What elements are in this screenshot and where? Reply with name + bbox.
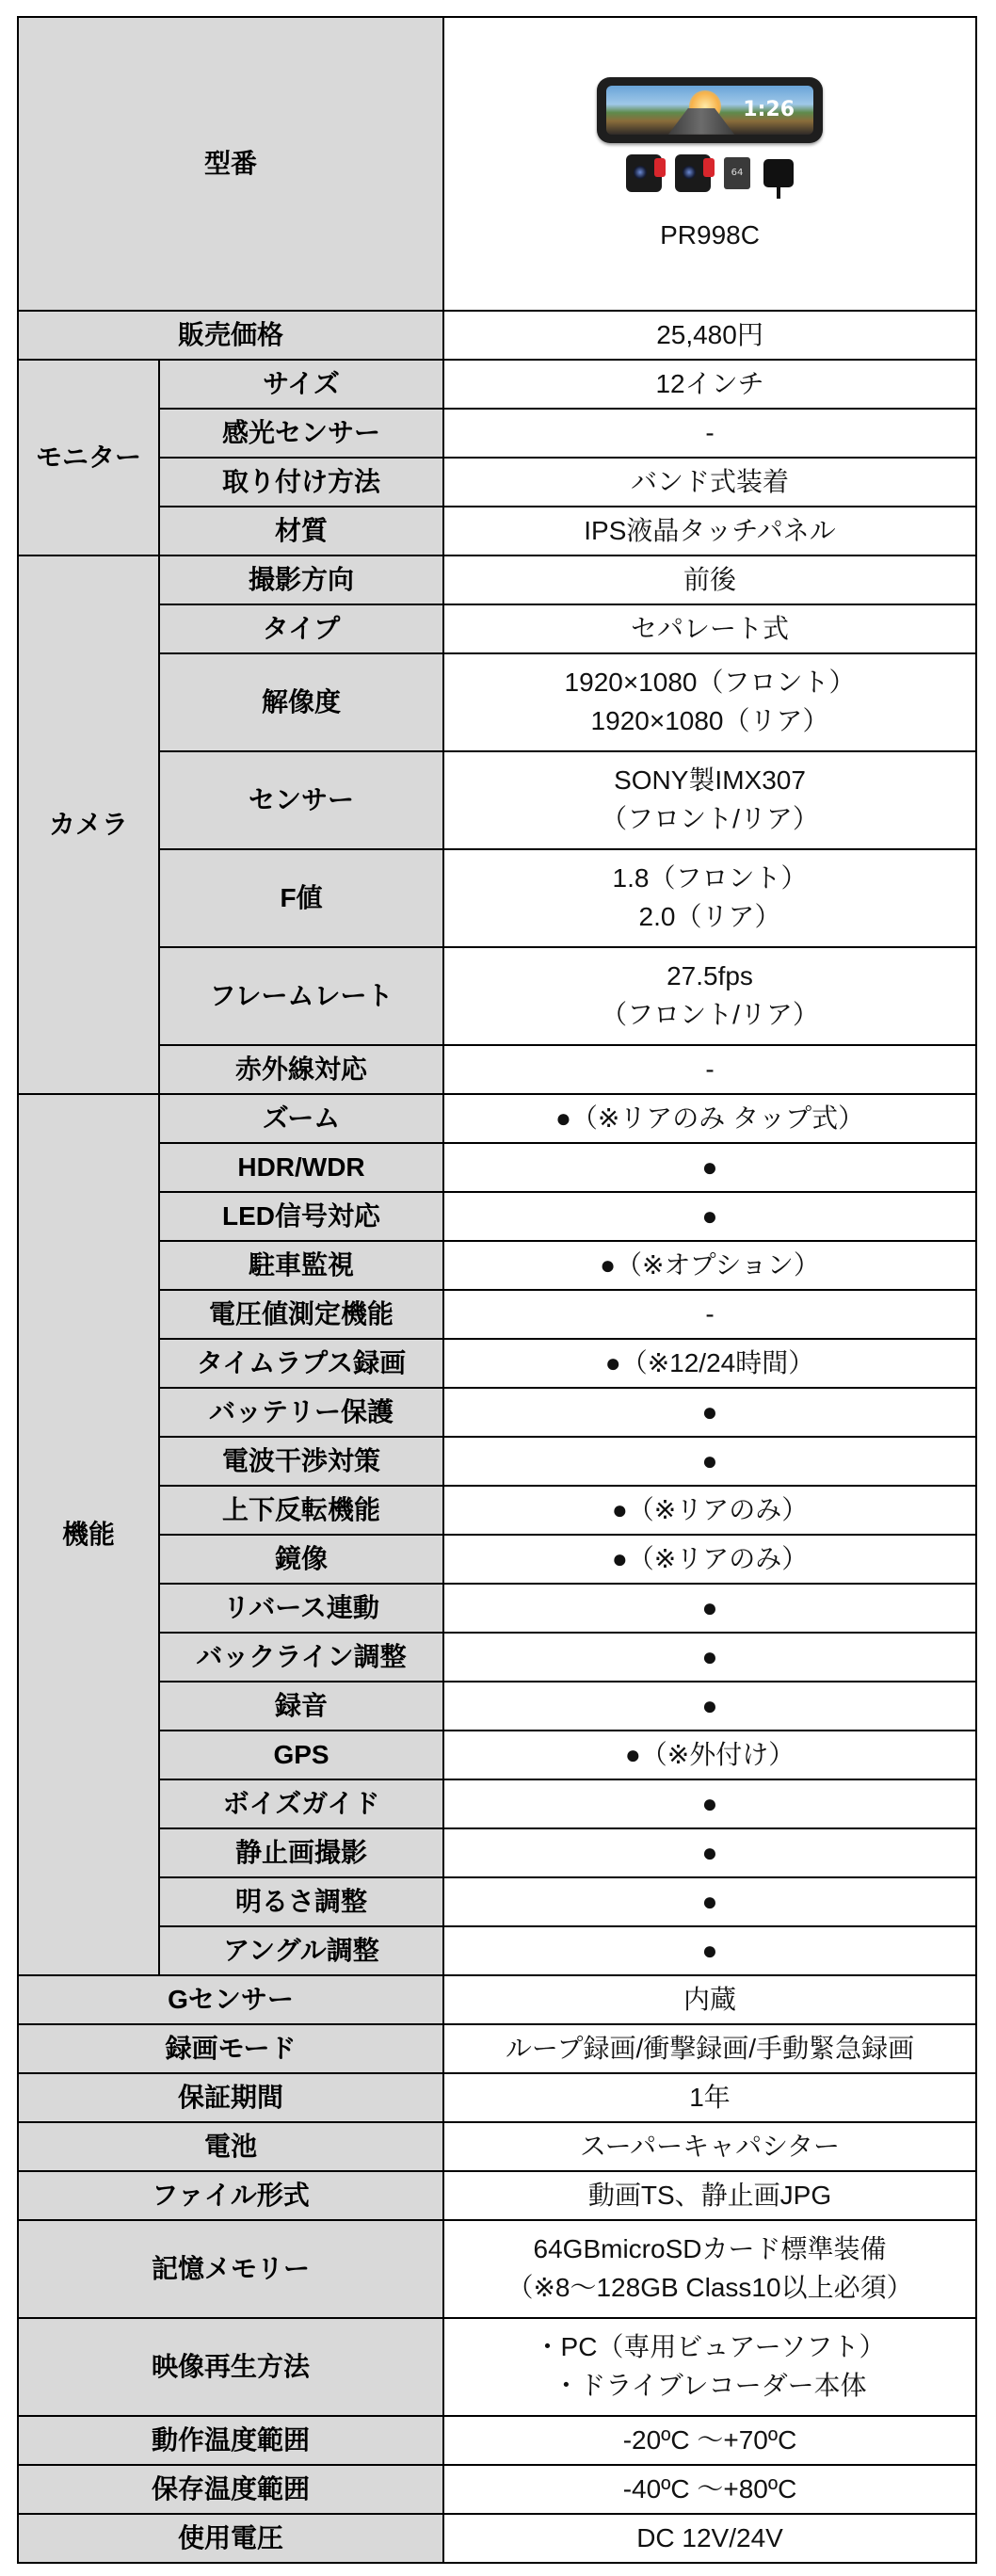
mirror-screen (606, 86, 813, 135)
label-cell: 動作温度範囲 (18, 2416, 443, 2465)
value-cell: ● (443, 1633, 976, 1682)
features-row (18, 1779, 976, 1828)
label-cell: 撮影方向 (159, 555, 443, 604)
value-cell: ● (443, 1779, 976, 1828)
gps-antenna-icon (763, 159, 794, 187)
features-row (18, 1437, 976, 1486)
value-cell (443, 849, 976, 947)
value-cell: ループ録画/衝撃録画/手動緊急録画 (443, 2024, 976, 2073)
features-row (18, 1633, 976, 1682)
label-cell: 電圧値測定機能 (159, 1290, 443, 1339)
label-cell: 使用電圧 (18, 2514, 443, 2563)
value-cell: ●（※オプション） (443, 1241, 976, 1290)
label-cell: フレームレート (159, 947, 443, 1045)
value-line: ・PC（専用ビュアーソフト） (534, 2332, 886, 2362)
model-number: PR998C (660, 219, 760, 250)
value-line: （※8～128GB Class10以上必須） (506, 2273, 913, 2302)
value-cell: ●（※リアのみ タップ式） (443, 1094, 976, 1143)
general-row (18, 2171, 976, 2220)
sd-card-icon: 64 (724, 157, 750, 189)
label-cell: サイズ (159, 360, 443, 409)
value-cell: ●（※リアのみ） (443, 1486, 976, 1535)
value-cell: ●（※12/24時間） (443, 1339, 976, 1388)
value-line: 1920×1080（フロント） (564, 668, 856, 698)
value-cell: ● (443, 1828, 976, 1877)
label-cell: 取り付け方法 (159, 458, 443, 507)
model-label: 型番 (18, 17, 443, 311)
value-line: 1920×1080（リア） (590, 706, 829, 735)
label-cell: 鏡像 (159, 1535, 443, 1584)
label-cell: 静止画撮影 (159, 1828, 443, 1877)
label-cell: LED信号対応 (159, 1192, 443, 1241)
general-row (18, 2073, 976, 2122)
label-cell: 電波干渉対策 (159, 1437, 443, 1486)
value-cell: 内蔵 (443, 1975, 976, 2024)
features-row (18, 1241, 976, 1290)
label-cell: バッテリー保護 (159, 1388, 443, 1437)
features-row (18, 1094, 976, 1143)
features-row (18, 1926, 976, 1975)
label-cell: リバース連動 (159, 1584, 443, 1633)
monitor-group-label: モニター (18, 360, 159, 555)
general-row (18, 2416, 976, 2465)
camera-row (18, 555, 976, 604)
label-cell: ズーム (159, 1094, 443, 1143)
label-cell: F値 (159, 849, 443, 947)
label-cell: GPS (159, 1731, 443, 1779)
value-cell: 前後 (443, 555, 976, 604)
camera-row (18, 1045, 976, 1094)
label-cell: 販売価格 (18, 311, 443, 360)
value-line: 64GBmicroSDカード標準装備 (533, 2234, 887, 2264)
accessories-image (626, 154, 794, 192)
features-row (18, 1143, 976, 1192)
value-cell: ●（※リアのみ） (443, 1535, 976, 1584)
value-cell: 12インチ (443, 360, 976, 409)
label-cell: 電池 (18, 2122, 443, 2171)
monitor-row (18, 360, 976, 409)
label-cell: 保証期間 (18, 2073, 443, 2122)
features-row (18, 1682, 976, 1731)
value-cell: ● (443, 1437, 976, 1486)
rear-camera-icon (675, 154, 711, 192)
value-cell: 25,480円 (443, 311, 976, 360)
value-cell (443, 2318, 976, 2416)
value-cell: ●（※外付け） (443, 1731, 976, 1779)
monitor-row (18, 458, 976, 507)
label-cell: 記憶メモリー (18, 2220, 443, 2318)
label-cell: 保存温度範囲 (18, 2465, 443, 2514)
front-camera-icon (626, 154, 662, 192)
camera-row (18, 849, 976, 947)
label-cell: センサー (159, 751, 443, 849)
value-cell: ● (443, 1584, 976, 1633)
label-cell: 駐車監視 (159, 1241, 443, 1290)
value-line: SONY製IMX307 (614, 765, 806, 796)
value-cell: バンド式装着 (443, 458, 976, 507)
value-line: 2.0（リア） (638, 902, 781, 931)
mirror-monitor-image (597, 77, 823, 143)
value-cell: ● (443, 1682, 976, 1731)
features-row (18, 1290, 976, 1339)
value-cell: IPS液晶タッチパネル (443, 507, 976, 555)
product-image (450, 68, 970, 261)
value-line: ・ドライブレコーダー本体 (553, 2371, 867, 2400)
value-line: 27.5fps (667, 961, 753, 991)
value-line: （フロント/リア） (601, 1000, 819, 1029)
camera-row (18, 751, 976, 849)
label-cell: ボイズガイド (159, 1779, 443, 1828)
value-cell: -40ºC ～+80ºC (443, 2465, 976, 2514)
features-row (18, 1388, 976, 1437)
value-cell (443, 2220, 976, 2318)
value-cell: ● (443, 1877, 976, 1926)
value-cell (443, 653, 976, 751)
label-cell: タイムラプス録画 (159, 1339, 443, 1388)
value-cell: ● (443, 1143, 976, 1192)
general-row (18, 1975, 976, 2024)
general-row (18, 2122, 976, 2171)
label-cell: バックライン調整 (159, 1633, 443, 1682)
label-cell: 録画モード (18, 2024, 443, 2073)
label-cell: 明るさ調整 (159, 1877, 443, 1926)
value-cell: ● (443, 1192, 976, 1241)
label-cell: 録音 (159, 1682, 443, 1731)
label-cell: ファイル形式 (18, 2171, 443, 2220)
label-cell: Gセンサー (18, 1975, 443, 2024)
camera-row (18, 653, 976, 751)
value-cell: -20ºC ～+70ºC (443, 2416, 976, 2465)
features-row (18, 1731, 976, 1779)
value-cell: - (443, 409, 976, 458)
features-row (18, 1192, 976, 1241)
general-row (18, 2318, 976, 2416)
model-row (18, 17, 976, 311)
road-graphic (668, 108, 734, 135)
label-cell: HDR/WDR (159, 1143, 443, 1192)
camera-row (18, 947, 976, 1045)
monitor-row (18, 507, 976, 555)
monitor-row (18, 409, 976, 458)
value-cell: 動画TS、静止画JPG (443, 2171, 976, 2220)
label-cell: 解像度 (159, 653, 443, 751)
features-row (18, 1486, 976, 1535)
screen-clock: 1:26 (743, 97, 795, 121)
value-cell: 1年 (443, 2073, 976, 2122)
value-cell (443, 751, 976, 849)
features-row (18, 1877, 976, 1926)
value-line: 1.8（フロント） (612, 863, 808, 894)
value-cell: スーパーキャパシター (443, 2122, 976, 2171)
label-cell: 材質 (159, 507, 443, 555)
model-cell (443, 17, 976, 311)
label-cell: 映像再生方法 (18, 2318, 443, 2416)
features-row (18, 1584, 976, 1633)
general-row (18, 2220, 976, 2318)
value-cell: - (443, 1045, 976, 1094)
spec-table (17, 16, 977, 2564)
features-row (18, 1339, 976, 1388)
camera-group-label: カメラ (18, 555, 159, 1094)
features-row (18, 1535, 976, 1584)
label-cell: タイプ (159, 604, 443, 653)
value-cell (443, 947, 976, 1045)
camera-row (18, 604, 976, 653)
general-row (18, 2514, 976, 2563)
value-cell: DC 12V/24V (443, 2514, 976, 2563)
value-cell: ● (443, 1388, 976, 1437)
label-cell: アングル調整 (159, 1926, 443, 1975)
value-line: （フロント/リア） (601, 804, 819, 833)
label-cell: 上下反転機能 (159, 1486, 443, 1535)
features-row (18, 1828, 976, 1877)
price-row (18, 311, 976, 360)
features-group-label: 機能 (18, 1094, 159, 1975)
general-row (18, 2465, 976, 2514)
general-row (18, 2024, 976, 2073)
label-cell: 感光センサー (159, 409, 443, 458)
value-cell: ● (443, 1926, 976, 1975)
value-cell: - (443, 1290, 976, 1339)
spec-table-wrapper (17, 16, 977, 2564)
label-cell: 赤外線対応 (159, 1045, 443, 1094)
value-cell: セパレート式 (443, 604, 976, 653)
